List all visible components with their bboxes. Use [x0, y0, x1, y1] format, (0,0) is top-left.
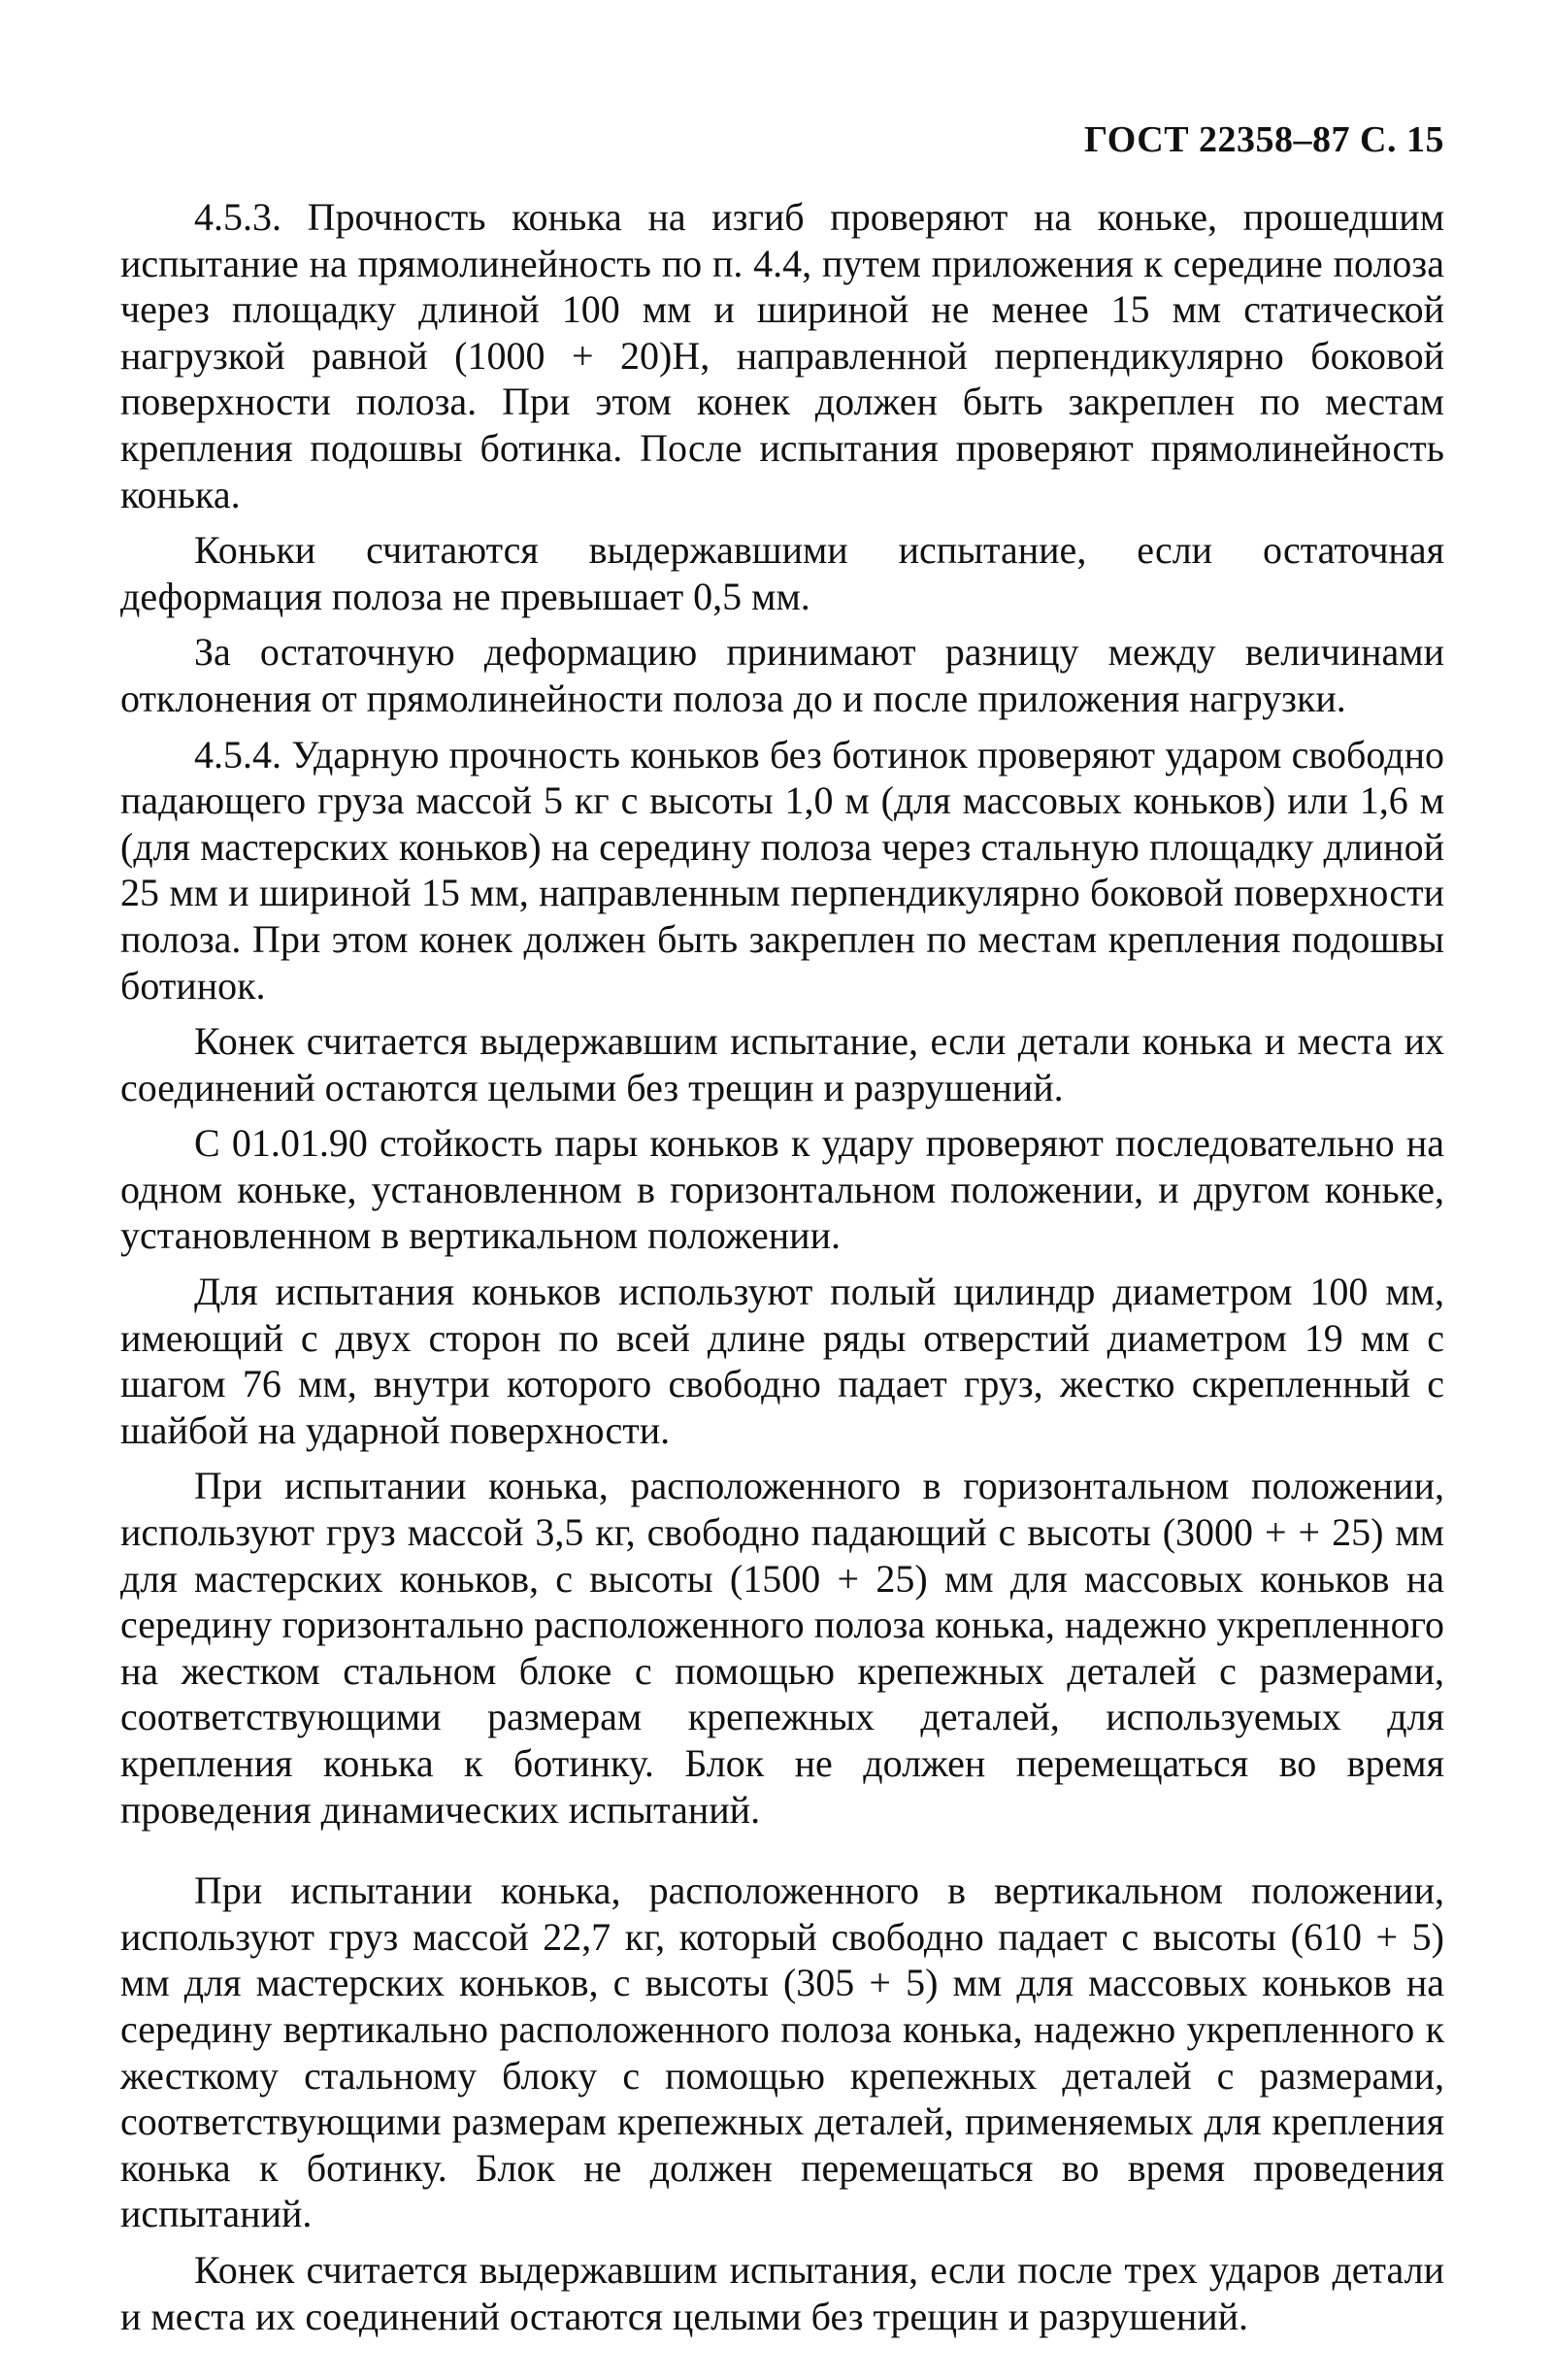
paragraph-4-5-3: 4.5.3. Прочность конька на изгиб проверяют на коньке, прошедшим испытание на прямолинейность по п. 4.4, путем приложения к середине полоза через площадку длиной 100 мм и шириной не менее 15 мм статической нагрузкой равной (1000 + 20)Н, направленной перпендикулярно боковой поверхности полоза. При этом конек должен быть закреплен по местам крепления подошвы ботинка. После испытания проверяют прямолинейность конька. [120, 195, 1444, 516]
document-body [120, 194, 1444, 2339]
paragraph: За остаточную деформацию принимают разницу между величинами отклонения от прямолинейности полоза до и после приложения нагрузки. [120, 630, 1444, 720]
paragraph: При испытании конька, расположенного в горизонтальном положении, используют груз массой 3,5 кг, свободно падающий с высоты (3000 + + 25) мм для мастерских коньков, с высоты (1500 + 25) мм для массовых коньков на середину горизонтально расположенного полоза конька, надежно укрепленного на жестком стальном блоке с помощью крепежных деталей с размерами, соответствующими размерам крепежных деталей, используемых для крепления конька к ботинку. Блок не должен перемещаться во время проведения динамических испытаний. [120, 1464, 1444, 1832]
paragraph: Для испытания коньков используют полый цилиндр диаметром 100 мм, имеющий с двух сторон по всей длине ряды отверстий диаметром 19 мм с шагом 76 мм, внутри которого свободно падает груз, жестко скрепленный с шайбой на ударной поверхности. [120, 1270, 1444, 1452]
paragraph: Коньки считаются выдержавшими испытание, если остаточная деформация полоза не превышает 0,5 мм. [120, 528, 1444, 618]
paragraph: Конек считается выдержавшим испытания, если после трех ударов детали и места их соединений остаются целыми без трещин и разрушений. [120, 2247, 1444, 2338]
paragraph: С 01.01.90 стойкость пары коньков к удару проверяют последовательно на одном коньке, установленном в горизонтальном положении, и другом коньке, установленном в вертикальном положении. [120, 1121, 1444, 1258]
paragraph: Конек считается выдержавшим испытание, если детали конька и места их соединений остаются целыми без трещин и разрушений. [120, 1019, 1444, 1109]
paragraph: При испытании конька, расположенного в вертикальном положении, используют груз массой 22,7 кг, который свободно падает с высоты (610 + 5) мм для мастерских коньков, с высоты (305 + 5) мм для массовых коньков на середину вертикально расположенного полоза конька, надежно укрепленного к жесткому стальному блоку с помощью крепежных деталей с размерами, соответствующими размерам крепежных деталей, применяемых для крепления конька к ботинку. Блок не должен перемещаться во время проведения испытаний. [120, 1868, 1444, 2236]
paragraph-4-5-4: 4.5.4. Ударную прочность коньков без ботинок проверяют ударом свободно падающего груза массой 5 кг с высоты 1,0 м (для массовых коньков) или 1,6 м (для мастерских коньков) на середину полоза через стальную площадку длиной 25 мм и шириной 15 мм, направленным перпендикулярно боковой поверхности полоза. При этом конек должен быть закреплен по местам крепления подошвы ботинок. [120, 732, 1444, 1008]
page-header: ГОСТ 22358–87 С. 15 [1084, 119, 1444, 160]
